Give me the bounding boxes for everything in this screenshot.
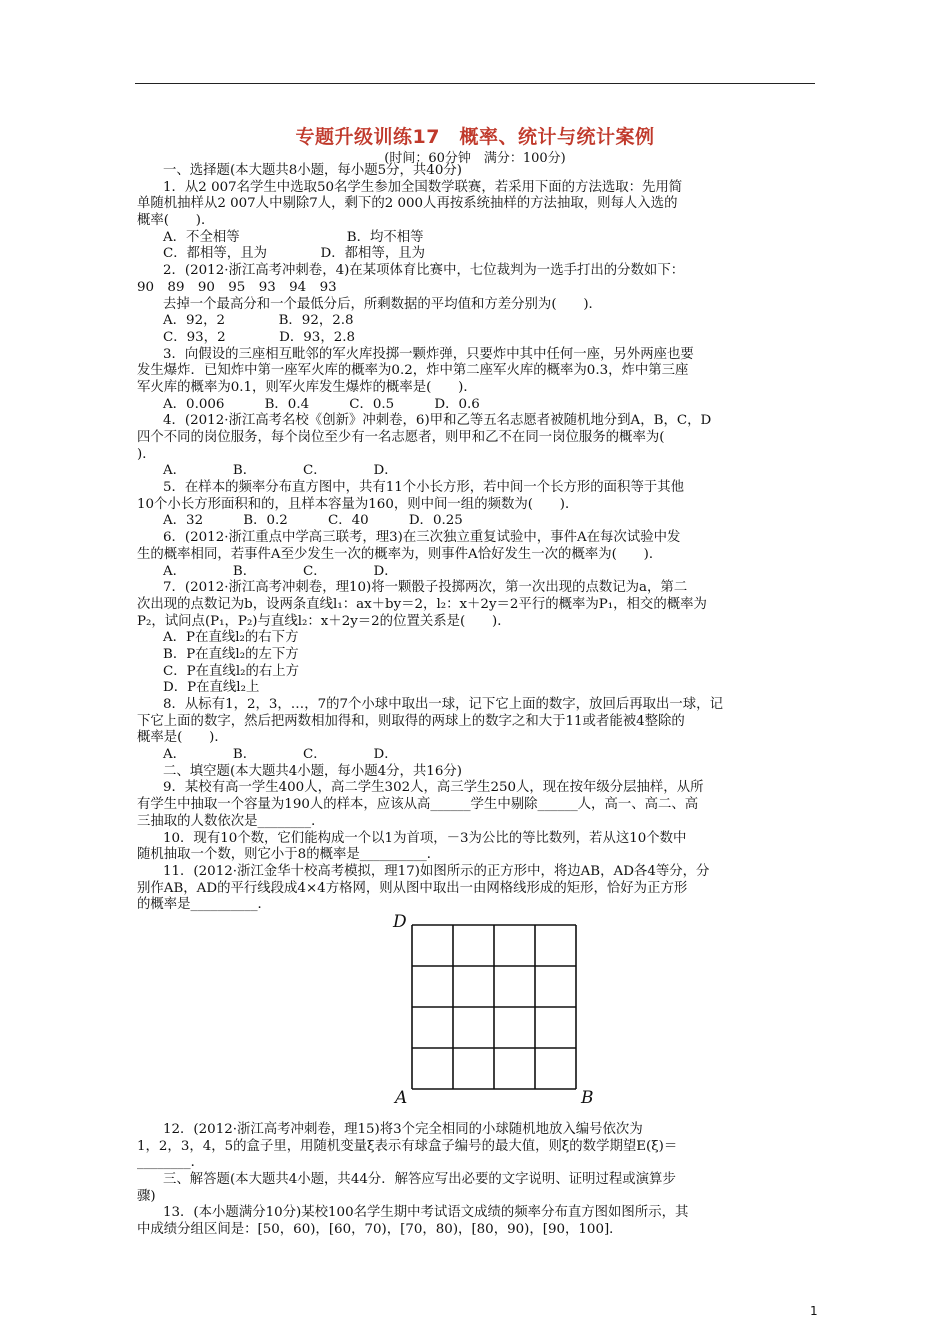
text-line: )． — [137, 446, 156, 462]
text-line: A．92，2 B．92，2.8 — [163, 313, 354, 329]
text-line: 2．(2012·浙江高考冲刺卷，4)在某项体育比赛中，七位裁判为一选手打出的分数如下： — [163, 263, 685, 279]
text-line: 军火库的概率为0.1，则军火库发生爆炸的概率是( )． — [137, 379, 477, 395]
text-line: A．P在直线l₂的右下方 — [163, 630, 299, 646]
text-line: 10个小长方形面积和的，且样本容量为160，则中间一组的频数为( )． — [137, 496, 579, 512]
text-line: 别作AB，AD的平行线段成4×4方格网，则从图中取出一由网格线形成的矩形，恰好为正方形 — [137, 880, 688, 896]
text-line: 6．(2012·浙江重点中学高三联考，理3)在三次独立重复试验中，事件A在每次试验中发 — [163, 530, 681, 546]
text-line: 9．某校有高一学生400人，高二学生302人，高三学生250人，现在按年级分层抽样，从所 — [163, 780, 704, 796]
document-body — [137, 163, 827, 1239]
text-line: 10．现有10个数，它们能构成一个以1为首项，－3为公比的等比数列，若从这10个数中 — [163, 830, 687, 846]
text-line: 4．(2012·浙江高考名校《创新》冲刺卷，6)甲和乙等五名志愿者被随机地分到A，B，C，D — [163, 413, 712, 429]
text-line: 单随机抽样从2 007人中剔除7人，剩下的2 000人再按系统抽样的方法抽取，则每人入选的 — [137, 196, 678, 212]
text-line: C．都相等，且为 D．都相等，且为 — [163, 246, 426, 262]
text-line: 90 89 90 95 93 94 93 — [137, 279, 337, 295]
text-line: 中成绩分组区间是：[50，60)，[60，70)，[70，80)，[80，90)，[90，100]． — [137, 1222, 623, 1238]
text-line: 11．(2012·浙江金华十校高考模拟，理17)如图所示的正方形中，将边AB，AD各4等分，分 — [163, 863, 710, 879]
text-line: 3．向假设的三座相互毗邻的军火库投掷一颗炸弹，只要炸中其中任何一座，另外两座也要 — [163, 346, 694, 362]
square-grid — [411, 924, 577, 1090]
text-line: 三抽取的人数依次是________． — [137, 813, 325, 829]
text-line: 次出现的点数记为b，设两条直线l₁：ax＋by＝2，l₂：x＋2y＝2平行的概率为P₁，相交的概率为 — [137, 596, 707, 612]
text-line: 随机抽取一个数，则它小于8的概率是__________． — [137, 847, 441, 863]
page-title: 专题升级训练17 概率、统计与统计案例 — [295, 126, 655, 148]
text-line: C．93，2 D．93，2.8 — [163, 329, 355, 345]
text-line: 骤) — [137, 1188, 156, 1204]
text-line: 概率( )． — [137, 213, 215, 229]
header-rule — [135, 83, 815, 84]
text-line: 8．从标有1，2，3，…，7的7个小球中取出一球，记下它上面的数字，放回后再取出一球，记 — [163, 697, 723, 712]
text-line: 二、填空题(本大题共4小题，每小题4分，共16分) — [163, 763, 462, 779]
text-line: 发生爆炸．已知炸中第一座军火库的概率为0.2，炸中第二座军火库的概率为0.3，炸中第三座 — [137, 363, 689, 379]
text-line: 一、选择题(本大题共8小题，每小题5分，共40分) — [163, 163, 462, 178]
text-line: 的概率是__________． — [137, 897, 271, 913]
text-line: 1，2，3，4，5的盒子里，用随机变量ξ表示有球盒子编号的最大值，则ξ的数学期望E(ξ)＝ — [137, 1138, 678, 1154]
question-block-b — [137, 1122, 827, 1239]
text-line: A． B． C． D． — [163, 747, 398, 763]
text-line: A． B． C． D． — [163, 463, 398, 479]
text-line: P₂，试问点(P₁，P₂)与直线l₂：x＋2y＝2的位置关系是( )． — [137, 613, 511, 629]
text-line: B．P在直线l₂的左下方 — [163, 646, 299, 662]
text-line: 5．在样本的频率分布直方图中，共有11个小长方形，若中间一个长方形的面积等于其他 — [163, 480, 685, 496]
grid-figure — [137, 911, 827, 1122]
exam-info: (时间：60分钟 满分：100分) — [384, 151, 566, 166]
vertex-label-a: A — [395, 1087, 408, 1108]
text-line: 概率是( )． — [137, 730, 228, 746]
text-line: 12．(2012·浙江高考冲刺卷，理15)将3个完全相同的小球随机地放入编号依次为 — [163, 1121, 643, 1137]
text-line: 下它上面的数字，然后把两数相加得和，则取得的两球上的数字之和大于11或者能被4整除的 — [137, 713, 685, 729]
text-line: A．0.006 B．0.4 C．0.5 D．0.6 — [163, 396, 480, 412]
text-line: 13．(本小题满分10分)某校100名学生期中考试语文成绩的频率分布直方图如图所示，其 — [163, 1205, 689, 1221]
vertex-label-d: D — [393, 911, 407, 932]
text-line: 三、解答题(本大题共4小题，共44分．解答应写出必要的文字说明、证明过程或演算步 — [163, 1172, 676, 1187]
text-line: C．P在直线l₂的右上方 — [163, 663, 300, 679]
text-line: 生的概率相同，若事件A至少发生一次的概率为，则事件A恰好发生一次的概率为( )． — [137, 546, 663, 562]
text-line: 四个不同的岗位服务，每个岗位至少有一名志愿者，则甲和乙不在同一岗位服务的概率为( — [137, 430, 665, 445]
text-line: 有学生中抽取一个容量为190人的样本，应该从高______学生中剔除______人，高一、高二、高 — [137, 797, 699, 813]
grid-svg — [411, 924, 577, 1090]
text-line: 7．(2012·浙江高考冲刺卷，理10)将一颗骰子投掷两次，第一次出现的点数记为a，第二 — [163, 580, 688, 596]
text-line: ________． — [137, 1155, 204, 1171]
text-line: 去掉一个最高分和一个最低分后，所剩数据的平均值和方差分别为( )． — [163, 296, 602, 312]
text-line: A． B． C． D． — [163, 563, 398, 579]
text-line: 1．从2 007名学生中选取50名学生参加全国数学联赛，若采用下面的方法选取：先用简 — [163, 179, 683, 195]
text-line: A．32 B．0.2 C．40 D．0.25 — [163, 513, 463, 529]
text-line: A．不全相等 B．均不相等 — [163, 229, 424, 245]
question-block-a — [137, 163, 827, 914]
page-number: 1 — [810, 1304, 818, 1318]
vertex-label-b: B — [581, 1087, 594, 1108]
text-line: D．P在直线l₂上 — [163, 680, 260, 696]
